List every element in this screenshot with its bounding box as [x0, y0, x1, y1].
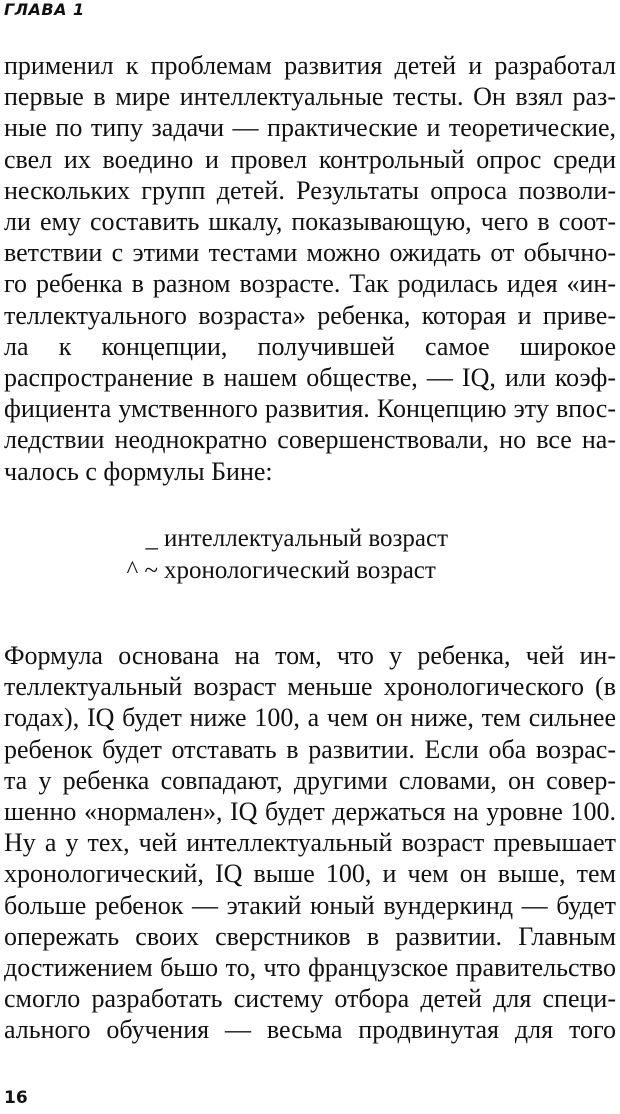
text-line: Ну а у тех, чей интеллектуальный возраст превышает	[4, 828, 616, 858]
binet-formula	[100, 523, 520, 587]
text-line: ледствии неоднократно совершенствовали, но все на-	[4, 425, 616, 455]
text-line: больше ребенок — этакий юный вундеркинд — будет	[4, 890, 616, 920]
text-line: смогло разработать систему отбора детей для специ-	[4, 984, 616, 1014]
text-line: Формула основана на том, что у ребенка, чей ин-	[4, 641, 616, 670]
text-line: ребенок будет отставать в развитии. Если оба возрас-	[4, 734, 616, 764]
text-line: достижением бьшо то, что французское правительство	[4, 953, 616, 983]
text-line: ветствии с этими тестами можно ожидать от обычно-	[4, 238, 616, 268]
text-line: ные по типу задачи — практические и теоретические,	[4, 113, 616, 143]
text-line: годах), IQ будет ниже 100, а чем он ниже, тем сильнее	[4, 703, 616, 733]
page-number: 16	[4, 1088, 28, 1108]
text-line: опережать своих сверстников в развитии. Главным	[4, 921, 616, 951]
text-line: первые в мире интеллектуальные тесты. Он взял раз-	[4, 82, 616, 112]
text-line: хронологический, IQ выше 100, и чем он выше, тем	[4, 859, 616, 889]
formula-symbol: _	[145, 525, 158, 552]
text-line: теллектуальный возраст меньше хронологического (в	[4, 672, 616, 702]
formula-numerator-row	[100, 523, 520, 555]
text-line: фициента умственного развития. Концепцию эту впос-	[4, 394, 616, 424]
text-line: ального обучения — весьма продвинутая для того	[4, 1015, 616, 1045]
text-line: нескольких групп детей. Результаты опроса позволи-	[4, 175, 616, 205]
text-line: ла к концепции, получившей самое широкое	[4, 331, 616, 361]
text-line: го ребенка в разном возрасте. Так родилась идея «ин-	[4, 269, 616, 299]
text-line: чалось с формулы Бине:	[4, 456, 273, 486]
text-line: та у ребенка совпадают, другими словами, он совер-	[4, 765, 616, 795]
paragraph-2	[4, 640, 616, 1046]
formula-numerator: интеллектуальный возраст	[164, 525, 449, 552]
text-line: применил к проблемам развития детей и разработал	[4, 51, 616, 80]
paragraph-1	[4, 50, 616, 487]
formula-symbol: ^ ~	[126, 557, 158, 584]
text-line: распространение в нашем обществе, — IQ, или коэф-	[4, 363, 616, 393]
formula-denominator: хронологический возраст	[164, 557, 436, 584]
text-line: ли ему составить шкалу, показывающую, чего в соот-	[4, 207, 616, 237]
text-line: теллектуального возраста» ребенка, которая и приве-	[4, 300, 616, 330]
running-header: ГЛАВА 1	[4, 0, 85, 19]
formula-denominator-row	[100, 555, 520, 587]
text-line: шенно «нормален», IQ будет держаться на уровне 100.	[4, 797, 616, 827]
text-line: свел их воедино и провел контрольный опрос среди	[4, 144, 616, 174]
